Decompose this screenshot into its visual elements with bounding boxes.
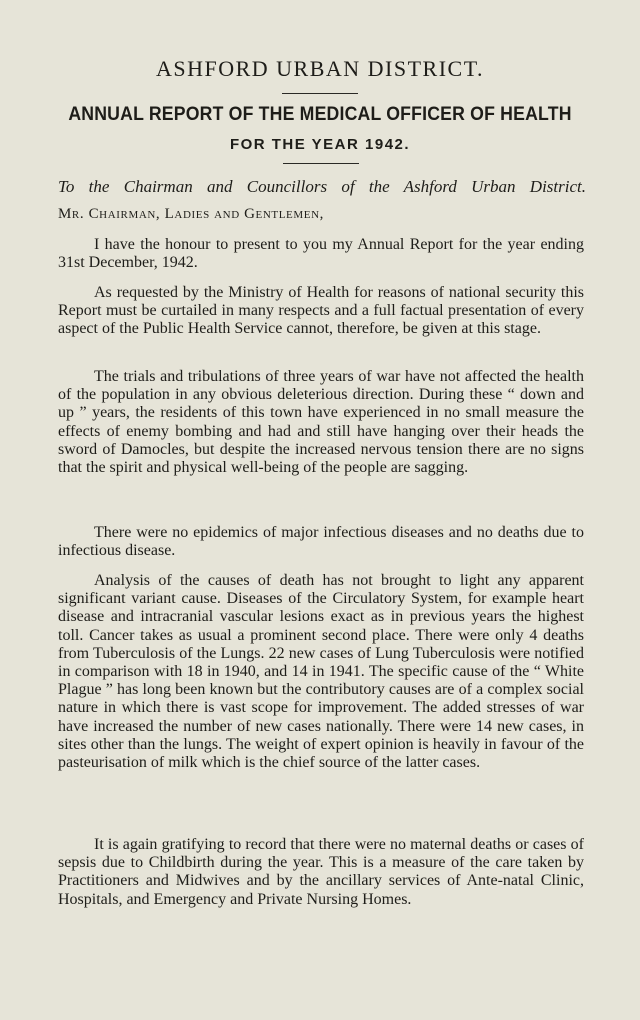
salutation: Mr. Chairman, Ladies and Gentlemen, xyxy=(58,206,324,222)
report-year: FOR THE YEAR 1942. xyxy=(229,136,411,153)
district-heading: ASHFORD URBAN DISTRICT. xyxy=(155,56,485,81)
paragraph-maternal-health: It is again gratifying to record that there were no maternal deaths or cases of sepsis due to Childbirth during the year. This is a measure of the care taken by Practitioners and Midwives and by the ancillary services of Ante-natal Clinic, Hospitals, and Emergency and Private Nursing Homes. xyxy=(58,836,584,908)
paragraph-infectious-disease: There were no epidemics of major infectious diseases and no deaths due to infectious disease. xyxy=(58,524,584,560)
report-title: ANNUAL REPORT OF THE MEDICAL OFFICER OF HEALTH xyxy=(68,104,572,125)
divider-rule-top xyxy=(282,93,358,94)
divider-rule-bottom xyxy=(283,163,359,164)
dedication-line: To the Chairman and Councillors of the Ashford Urban District. xyxy=(58,177,586,196)
paragraph-causes-of-death: Analysis of the causes of death has not brought to light any apparent significant variant cause. Diseases of the Circulatory System, for example heart disease and intracranial vascular lesions exact as in previous years the highest toll. Cancer takes as usual a prominent second place. There were only 4 deaths from Tuberculosis of the Lungs. 22 new cases of Lung Tuberculosis were notified in comparison with 18 in 1940, and 14 in 1941. The specific cause of the “ White Plague ” has long been known but the contributory causes are of a complex social nature in which there is vast scope for improvement. The added stresses of war have increased the number of new cases nationally. There were 14 new cases, in sites other than the lungs. The weight of expert opinion is heavily in favour of the pasteurisation of milk which is the chief source of the latter cases. xyxy=(58,572,584,772)
paragraph-war-effects: The trials and tribulations of three years of war have not affected the health of the population in any obvious deleterious direction. During these “ down and up ” years, the residents of this town have experienced in no small measure the effects of enemy bombing and had and still have hanging over their heads the sword of Damocles, but despite the increased nervous tension there are no signs that the spirit and physical well-being of the people are sagging. xyxy=(58,368,584,477)
paragraph-security-notice: As requested by the Ministry of Health for reasons of national security this Report must be curtailed in many respects and a full factual presentation of every aspect of the Public Health Service cannot, therefore, be given at this stage. xyxy=(58,284,584,338)
paragraph-introduction: I have the honour to present to you my Annual Report for the year ending 31st December, 1942. xyxy=(58,236,584,272)
